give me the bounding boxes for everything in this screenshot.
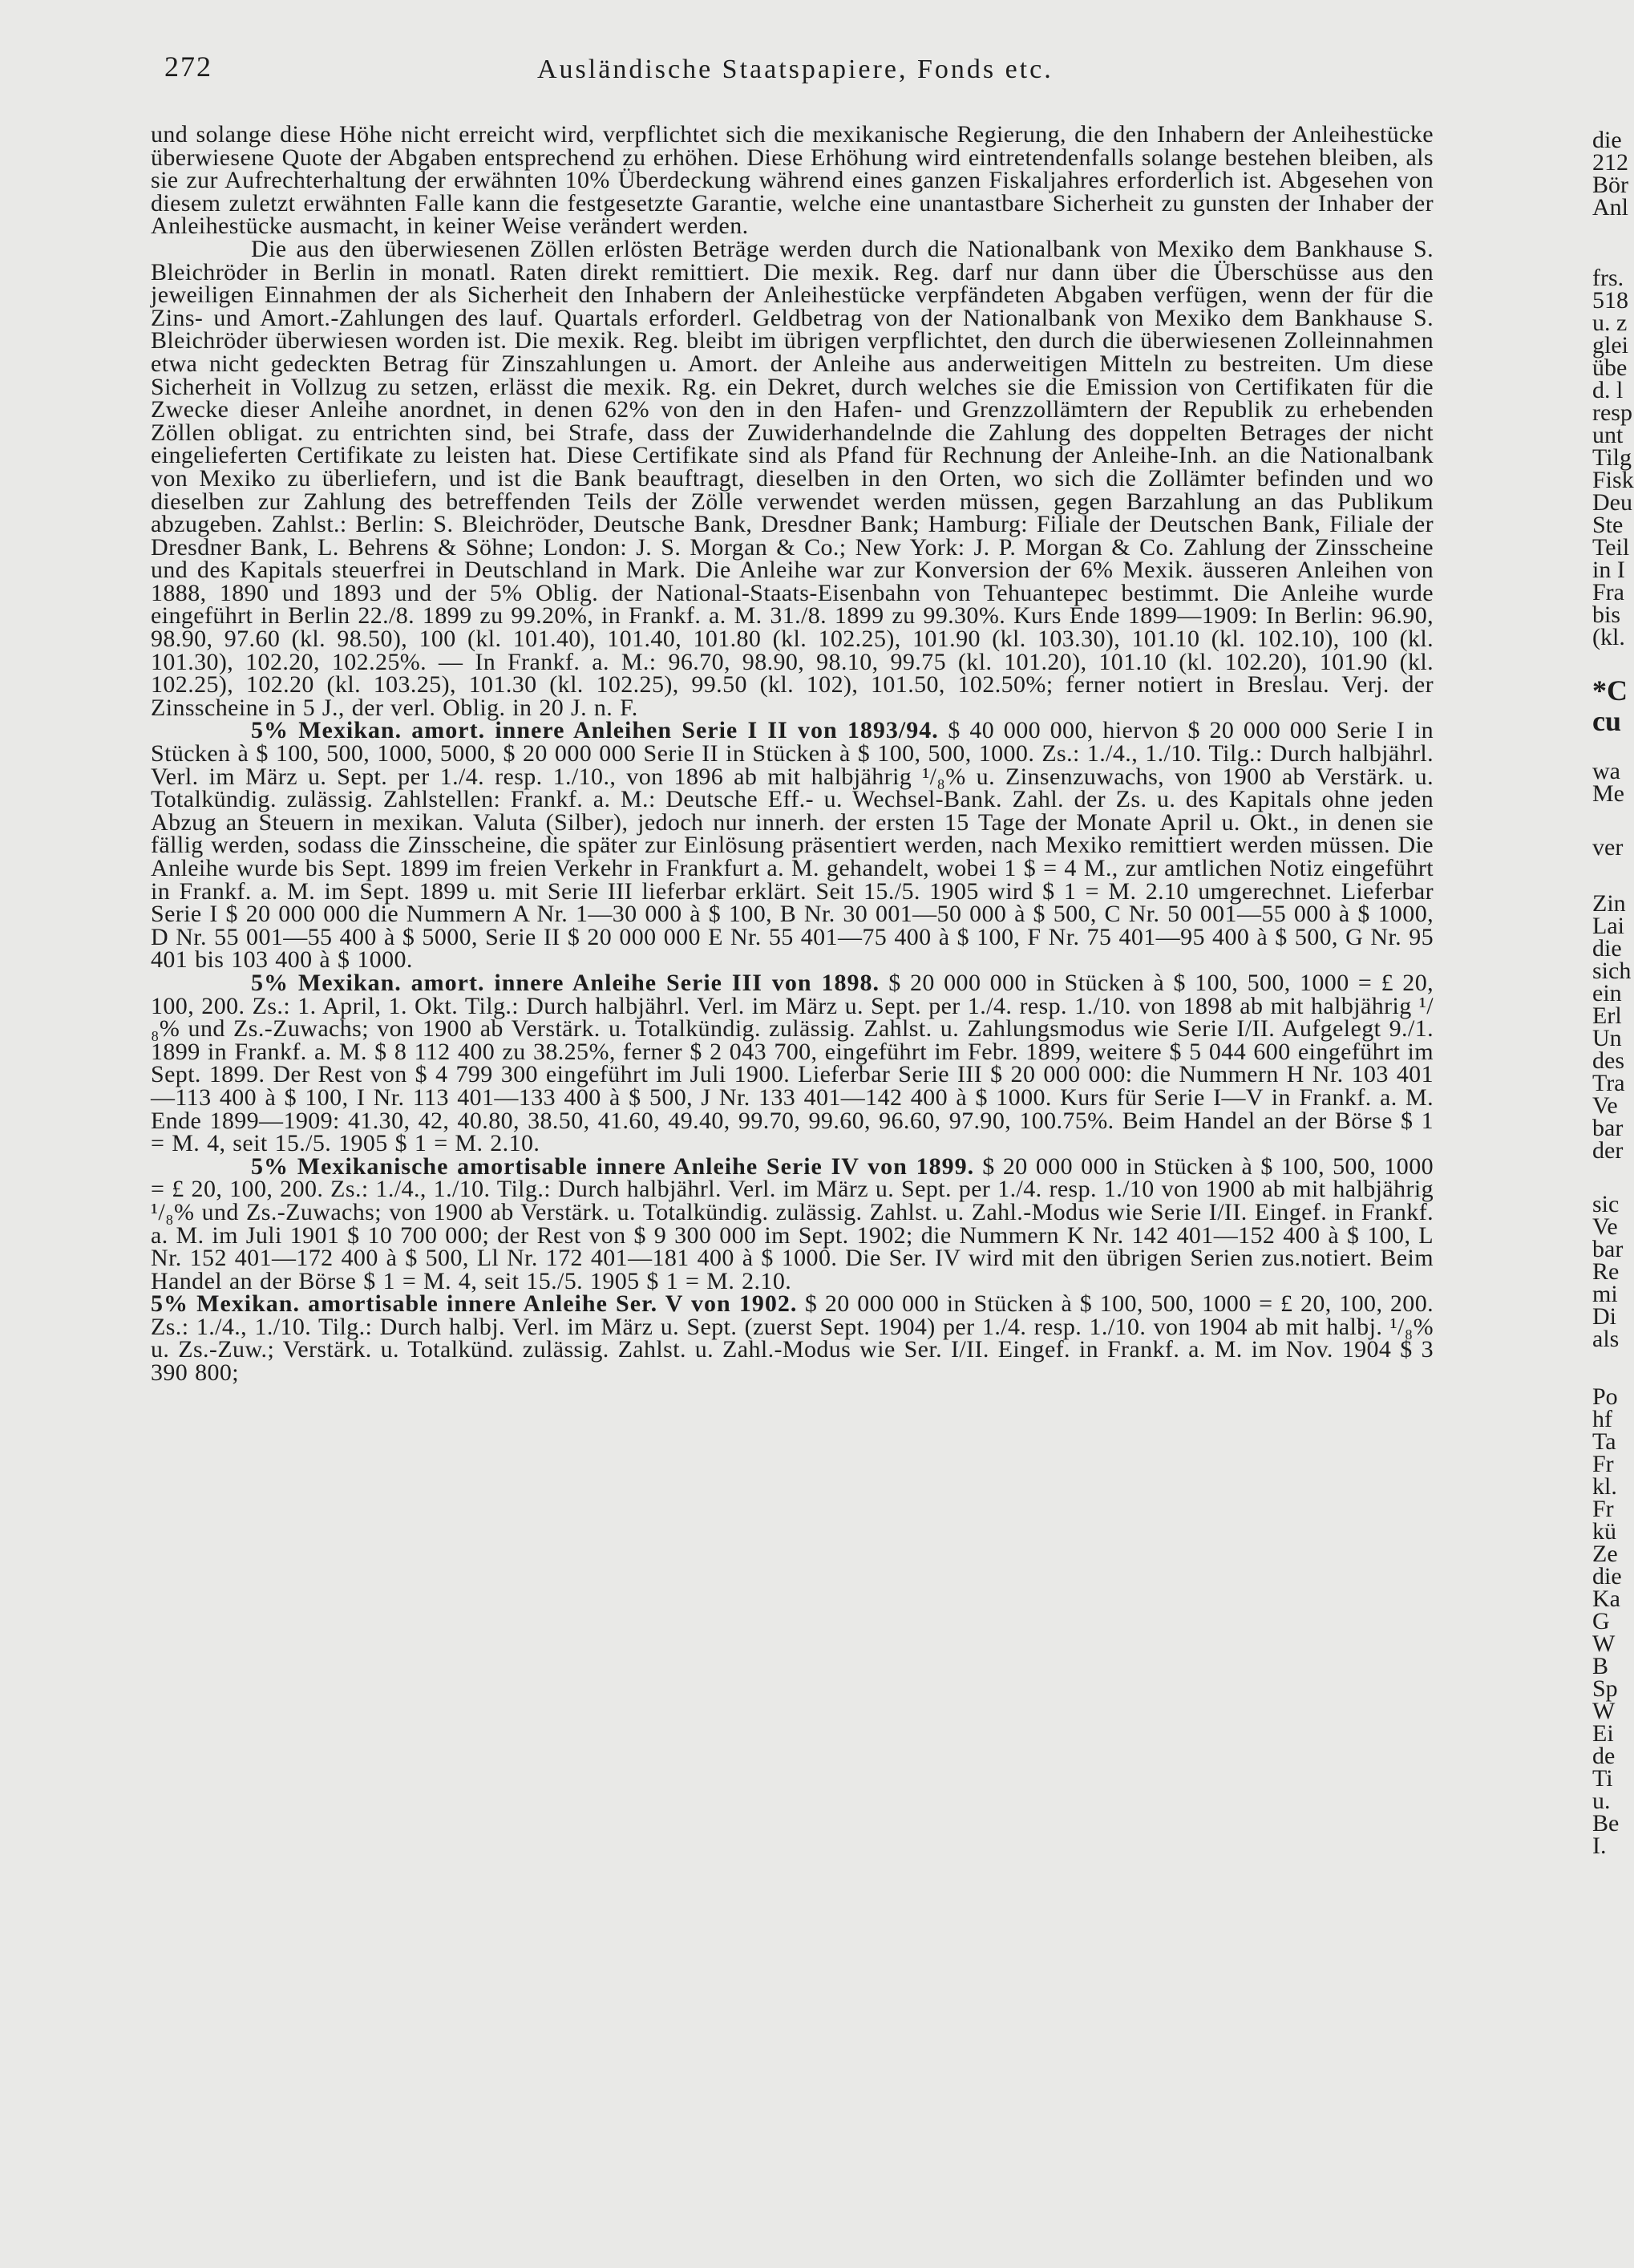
margin-fragment: de [1592,1743,1616,1769]
margin-fragment: d. l [1592,377,1624,403]
entry-heading: 5% Mexikanische amortisable innere Anleihe Serie IV von 1899. [251,1152,975,1180]
margin-fragment: Tra [1592,1070,1625,1096]
margin-fragment: Me [1592,780,1624,807]
margin-fragment: B [1592,1653,1609,1679]
margin-fragment: unt [1592,422,1624,448]
page-header [164,50,1435,90]
margin-fragment: Fr [1592,1496,1614,1522]
margin-fragment: W [1592,1698,1616,1724]
margin-fragment: Ve [1592,1213,1618,1240]
margin-fragment: Be [1592,1810,1620,1837]
margin-fragment: Lai [1592,913,1624,939]
paragraph-entry [151,1152,1434,1294]
margin-fragment: Un [1592,1025,1622,1051]
paragraph-entry [151,719,1434,972]
entry-heading: 5% Mexikan. amort. innere Anleihen Serie I II von 1893/94. [251,717,939,744]
running-head: Ausländische Staatspapiere, Fonds etc. [537,55,1054,84]
margin-fragment: Ei [1592,1720,1614,1747]
margin-fragment: Teil [1592,534,1630,561]
margin-fragment: bar [1592,1236,1624,1262]
entry-text: $ 40 000 000, hiervon $ 20 000 000 Serie I in Stücken à $ 100, 500, 1000, 5000, $ 20 000 000 Serie II in Stücken à $ 100, 500, 1000. Zs.: 1./4., 1./10. Tilg.: Durch halbjährl. Verl. im März u. Sept. per 1./4. resp. 1./10., von 1896 ab mit halbjährig ¹/₈% u. Zinsenzuwachs, von 1900 ab Verstärk. u. Totalkündig. zulässig. Zahlstellen: Frankf. a. M.: Deutsche Eff.- u. Wechsel-Bank. Zahl. der Zs. u. des Kapitals ohne jeden Abzug an Steuern in mexikan. Valuta (Silber), jedoch nur innerh. der ersten 15 Tage der Monate April u. Okt., in denen sie fällig werden, sodass die Zinsscheine, die später zur Einlösung präsentiert werden, nach Mexiko remittiert werden müssen. Die Anleihe wurde bis Sept. 1899 im freien Verkehr in Frankfurt a. M. gehandelt, wobei 1 $ = 4 M., zur amtlichen Notiz eingeführt in Frankf. a. M. im Sept. 1899 u. mit Serie III lieferbar erklärt. Seit 15./5. 1905 wird $ 1 = M. 2.10 umgerechnet. Lieferbar Serie I $ 20 000 000 die Nummern A Nr. 1—30 000 à $ 100, B Nr. 30 001—50 000 à $ 500, C Nr. 50 001—55 000 à $ 1000, D Nr. 55 001—55 400 à $ 5000, Serie II $ 20 000 000 E Nr. 55 401—75 400 à $ 100, F Nr. 75 401—95 400 à $ 500, G Nr. 95 401 bis 103 400 à $ 1000. [151,717,1434,974]
margin-fragment: Ve [1592,1092,1618,1119]
paragraph [151,235,1434,721]
paragraph-text: Die aus den überwiesenen Zöllen erlösten Beträge werden durch die Nationalbank von Mexiko dem Bankhause S. Bleichröder in Berlin in monatl. Raten direkt remittiert. Die mexik. Reg. darf nur dann über die Überschüsse aus den jeweiligen Einnahmen der als Sicherheit den Inhabern der Anleihestücke verpfändeten Abgaben verfügen, wenn der für die Zins- und Amort.-Zahlungen des lauf. Quartals erforderl. Geldbetrag von der Nationalbank von Mexiko dem Bankhause S. Bleichröder überwiesen worden ist. Die mexik. Reg. bleibt im übrigen verpflichtet, den durch die überwiesenen Zolleinnahmen etwa nicht gedeckten Betrag für Zinszahlungen u. Amort. der Anleihe aus anderweitigen Mitteln zu bestreiten. Um diese Sicherheit in Vollzug zu setzen, erlässt die mexik. Rg. ein Dekret, durch welches sie die Emission von Certifikaten für die Zwecke dieser Anleihe anordnet, in denen 62% von den in den Hafen- und Grenzzollämtern der Republik zu erhebenden Zöllen obligat. zu entrichten sind, bei Strafe, dass der Zuwiderhandelnde die Zahlung des doppelten Betrages der nicht eingelieferten Certifikate zu leisten hat. Diese Certifikate sind als Pfand für Rechnung der Anleihe-Inh. an die Nationalbank von Mexiko zu überliefern, und ist die Bank beauftragt, dieselben in den Orten, wo sich die Zollämter befinden und wo dieselben zur Zahlung des betreffenden Teils der Zölle verwendet werden müssen, gegen Barzahlung an das Publikum abzugeben. Zahlst.: Berlin: S. Bleichröder, Deutsche Bank, Dresdner Bank; Hamburg: Filiale der Deutschen Bank, Filiale der Dresdner Bank, L. Behrens & Söhne; London: J. S. Morgan & Co.; New York: J. P. Morgan & Co. Zahlung der Zinsscheine und des Kapitals steuerfrei in Deutschland in Mark. Die Anleihe war zur Konversion der 6% Mexik. äusseren Anleihen von 1888, 1890 und 1893 und der 5% Oblig. der National-Staats-Eisenbahn von Tehuantepec bestimmt. Die Anleihe wurde eingeführt in Berlin 22./8. 1899 zu 99.20%, in Frankf. a. M. 31./8. 1899 zu 99.30%. Kurs Ende 1899—1909: In Berlin: 96.90, 98.90, 97.60 (kl. 98.50), 100 (kl. 101.40), 101.40, 101.80 (kl. 102.25), 101.90 (kl. 103.30), 101.10 (kl. 102.10), 100 (kl. 101.30), 102.20, 102.25%. — In Frankf. a. M.: 96.70, 98.90, 98.10, 99.75 (kl. 101.20), 101.10 (kl. 102.20), 101.90 (kl. 102.25), 102.20 (kl. 103.25), 101.30 (kl. 102.25), 99.50 (kl. 102), 101.50, 102.50%; ferner notiert in Breslau. Verj. der Zinsscheine in 5 J., der verl. Oblig. in 20 J. n. F. [151,235,1434,721]
margin-fragment: W [1592,1630,1616,1657]
margin-fragment: Sp [1592,1675,1618,1702]
margin-fragment: cu [1592,705,1621,737]
margin-fragment: Fisk [1592,467,1634,493]
margin-fragment: Deu [1592,489,1632,516]
margin-fragment: u. [1592,1788,1611,1814]
margin-fragment: Anl [1592,194,1628,221]
margin-fragment: Fra [1592,579,1624,605]
main-text-column [151,121,1434,1387]
margin-fragment: sic [1592,1191,1620,1217]
entry-heading: 5% Mexikan. amortisable innere Anleihe Ser. V von 1902. [151,1290,798,1318]
margin-fragment: als [1592,1326,1620,1352]
paragraph-entry [151,969,1434,1157]
margin-fragment: ein [1592,980,1622,1006]
margin-fragment: Ze [1592,1541,1618,1567]
margin-fragment: resp [1592,399,1632,426]
margin-fragment: Ti [1592,1765,1613,1792]
margin-fragment: 212 [1592,149,1628,176]
margin-fragment: in I [1592,557,1625,583]
paragraph [151,121,1434,240]
entry-heading: 5% Mexikan. amort. innere Anleihe Serie III von 1898. [251,969,880,996]
margin-fragment: hf [1592,1406,1612,1432]
margin-fragment: ver [1592,834,1624,861]
margin-fragment: bis [1592,601,1621,628]
margin-fragment: sich [1592,958,1632,984]
margin-fragment: 518 [1592,287,1628,314]
margin-fragment: Po [1592,1383,1618,1410]
margin-fragment: Di [1592,1303,1616,1330]
margin-fragment: kl. [1592,1473,1617,1500]
margin-fragment: frs. [1592,265,1624,291]
margin-fragment: die [1592,127,1622,153]
margin-fragment: Erl [1592,1002,1622,1029]
margin-fragment: Zin [1592,890,1626,917]
margin-fragment: Tilg [1592,444,1632,471]
margin-fragment: *C [1592,674,1628,707]
paragraph-text: und solange diese Höhe nicht erreicht wird, verpflichtet sich die mexikanische Regierung, die den Inhabern der Anleihestücke überwiesene Quote der Abgaben entsprechend zu erhöhen. Diese Erhöhung wird eintretendenfalls solange bestehen bleiben, als sie zur Aufrechterhaltung der erwähnten 10% Überdeckung während eines ganzen Fiskaljahres erforderlich ist. Abgesehen von diesem zuletzt erwähnten Falle kann die festgesetzte Garantie, welche eine unantastbare Sicherheit zu gunsten der Inhaber der Anleihestücke ausmacht, in keiner Weise verändert werden. [151,121,1434,240]
entry-text: $ 20 000 000 in Stücken à $ 100, 500, 1000 = £ 20, 100, 200. Zs.: 1./4., 1./10. Tilg.: Durch halbj. Verl. im März u. Sept. (zuerst Sept. 1904) per 1./4. resp. 1./10. von 1904 ab mit halbj. ¹/₈% u. Zs.-Zuw.; Verstärk. u. Totalkünd. zulässig. Zahlst. u. Zahl.-Modus wie Ser. I/II. Eingef. in Frankf. a. M. im Nov. 1904 $ 3 390 800; [151,1290,1434,1387]
margin-fragment: Fr [1592,1451,1614,1477]
margin-fragment: die [1592,1563,1622,1590]
margin-fragment: der [1592,1137,1624,1164]
margin-fragment: Ste [1592,512,1624,538]
entry-text: $ 20 000 000 in Stücken à $ 100, 500, 1000 = £ 20, 100, 200. Zs.: 1. April, 1. Okt. Tilg.: Durch halbjährl. Verl. im März u. Sept. per 1./4. resp. 1./10. von 1898 ab mit halbjährig ¹/₈% und Zs.-Zuwachs; von 1900 ab Verstärk. u. Totalkündig. zulässig. Zahlst. u. Zahlungsmodus wie Serie I/II. Aufgelegt 9./1. 1899 in Frankf. a. M. $ 8 112 400 zu 38.25%, ferner $ 2 043 700, eingeführt im Febr. 1899, weitere $ 5 044 600 eingeführt im Sept. 1899. Der Rest von $ 4 799 300 eingeführt im Juli 1900. Lieferbar Serie III $ 20 000 000: die Nummern H Nr. 103 401—113 400 à $ 100, I Nr. 113 401—133 400 à $ 500, J Nr. 133 401—142 400 à $ 1000. Kurs für Serie I—V in Frankf. a. M. Ende 1899—1909: 41.30, 42, 40.80, 38.50, 41.60, 49.40, 99.70, 99.60, 96.60, 97.90, 100.75%. Beim Handel an der Börse $ 1 = M. 4, seit 15./5. 1905 $ 1 = M. 2.10. [151,969,1434,1157]
margin-fragment: wa [1592,758,1620,784]
margin-fragment: Ka [1592,1586,1620,1612]
margin-fragment: die [1592,935,1622,962]
margin-fragment: übe [1592,354,1628,381]
margin-fragment: I. [1592,1833,1607,1859]
margin-fragment: des [1592,1047,1624,1074]
margin-fragment: G [1592,1608,1610,1634]
margin-fragment: glei [1592,332,1628,358]
margin-fragment: u. z [1592,310,1628,336]
entry-text: $ 20 000 000 in Stücken à $ 100, 500, 1000 = £ 20, 100, 200. Zs.: 1./4., 1./10. Tilg.: Durch halbjährl. Verl. im März u. Sept. per 1./4. resp. 1./10 von 1900 ab mit halbjährig ¹/₈% und Zs.-Zuwachs; von 1900 ab Verstärk. u. Totalkündig. zulässig. Zahlst. u. Zahl.-Modus wie Serie I/II. Eingef. in Frankf. a. M. im Juli 1901 $ 10 700 000; der Rest von $ 9 300 000 im Sept. 1902; die Nummern K Nr. 142 401—152 400 à $ 100, L Nr. 152 401—172 400 à $ 500, Ll Nr. 172 401—181 400 à $ 1000. Die Ser. IV wird mit den übrigen Serien zus.notiert. Beim Handel an der Börse $ 1 = M. 4, seit 15./5. 1905 $ 1 = M. 2.10. [151,1152,1434,1294]
margin-fragment: Bör [1592,172,1628,198]
page-number: 272 [164,51,212,83]
margin-fragment: mi [1592,1281,1618,1307]
margin-fragment: kü [1592,1518,1616,1545]
margin-fragment: Ta [1592,1428,1616,1455]
margin-fragment: (kl. [1592,624,1625,650]
margin-fragment: bar [1592,1115,1624,1141]
margin-fragment: Re [1592,1258,1620,1285]
paragraph-entry [151,1290,1434,1387]
